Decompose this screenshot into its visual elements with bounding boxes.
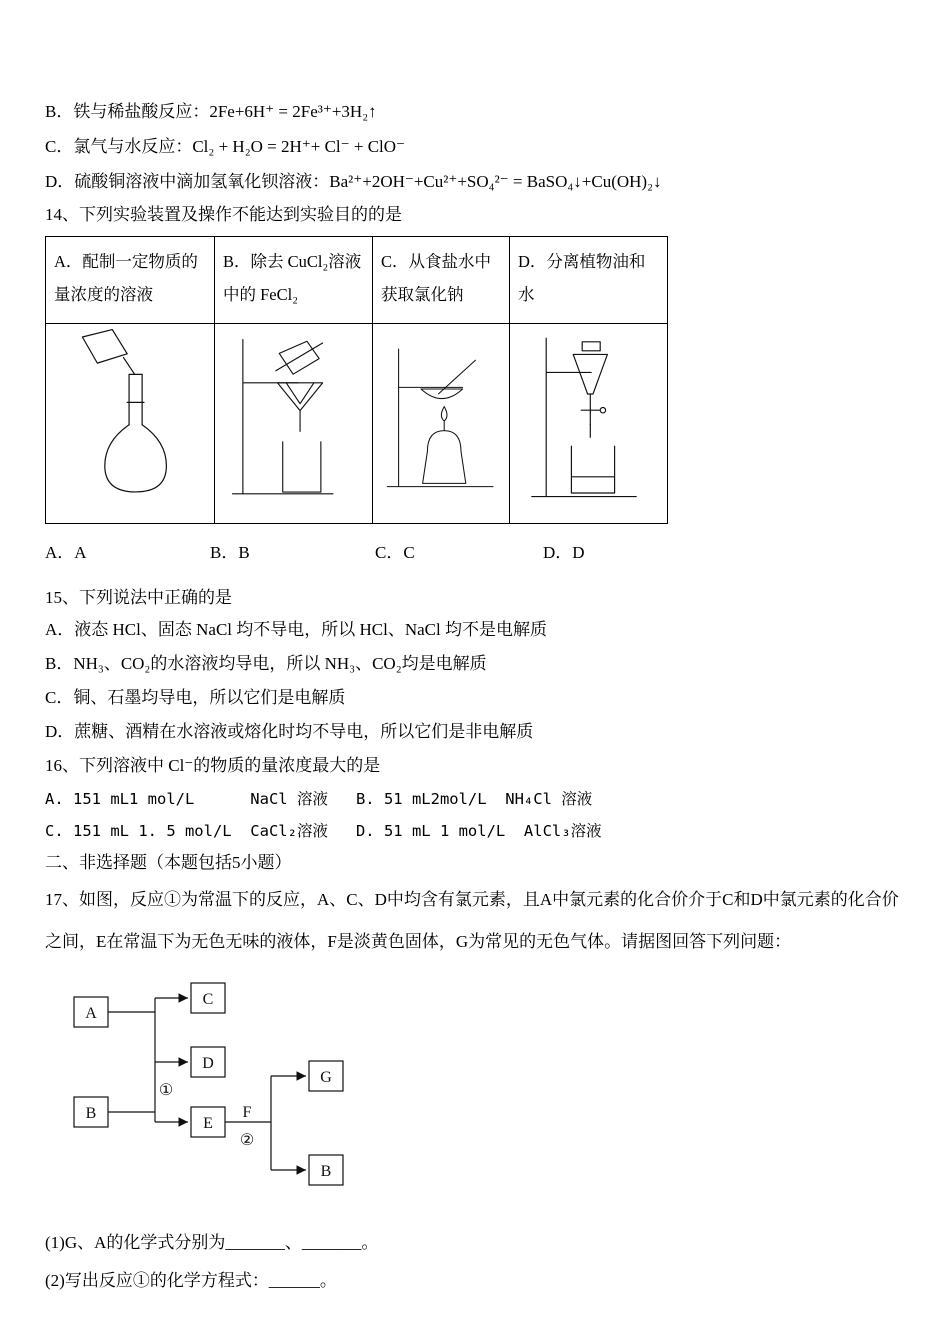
apparatus-figure-cell-c <box>373 324 510 524</box>
equation-option-b: B．铁与稀盐酸反应：2Fe+6H⁺ = 2Fe³⁺+3H₂↑ <box>45 102 377 121</box>
evaporation-figure <box>381 325 501 517</box>
separating-funnel-figure <box>521 325 656 517</box>
stopper <box>582 342 600 351</box>
filtration-figure <box>229 325 359 517</box>
volumetric-flask-figure <box>60 325 200 517</box>
apparatus-header-a: A．配制一定物质的量浓度的溶液 <box>46 237 215 324</box>
apparatus-figure-cell-b <box>215 324 373 524</box>
apparatus-figure-cell-a <box>46 324 215 524</box>
apparatus-header-d: D．分离植物油和水 <box>510 237 668 324</box>
q16-options-line-2: C. 151 mL 1. 5 mol/L CaCl₂溶液 D. 51 mL 1 mol/L AlCl₃溶液 <box>45 822 602 840</box>
iron-stand <box>387 349 493 487</box>
beaker <box>571 446 614 493</box>
q15-stem: 15、下列说法中正确的是 <box>45 588 232 607</box>
q15-option-d: D．蔗糖、酒精在水溶液或熔化时均不导电，所以它们是非电解质 <box>45 722 534 741</box>
q14-answer-row <box>45 538 905 568</box>
funnel-body <box>573 354 607 394</box>
q17-flow-diagram <box>59 977 389 1209</box>
q14-answer-a: A．A <box>45 543 87 562</box>
q15-option-a: A．液态 HCl、固态 NaCl 均不导电，所以 HCl、NaCl 均不是电解质 <box>45 620 547 639</box>
filter-paper <box>286 383 314 404</box>
q17-sub-question-1: (1)G、A的化学式分别为_______、_______。 <box>45 1233 379 1252</box>
apparatus-figure-cell-d <box>510 324 668 524</box>
q17-stem-line1: 17、如图，反应①为常温下的反应，A、C、D中均含有氯元素，且A中氯元素的化合价介于C和D中氯元素的化合价 <box>45 890 899 909</box>
flask-bulb <box>105 425 167 492</box>
q15-option-b: B．NH₃、CO₂的水溶液均导电，所以 NH₃、CO₂均是电解质 <box>45 654 487 673</box>
funnel <box>277 383 322 432</box>
flow-f-label: F <box>242 1104 252 1121</box>
apparatus-header-c: C．从食盐水中获取氯化钠 <box>373 237 510 324</box>
q14-answer-d: D．D <box>543 543 585 562</box>
flow-box-b-label: B <box>85 1105 97 1122</box>
q16-stem: 16、下列溶液中 Cl⁻的物质的量浓度最大的是 <box>45 756 381 775</box>
receiving-beaker <box>282 442 320 492</box>
liquid-stream <box>123 358 134 375</box>
glass-rod <box>275 343 322 371</box>
pouring-beaker <box>279 341 319 374</box>
flow-reaction2-label: ② <box>239 1132 255 1149</box>
alcohol-lamp <box>423 431 466 484</box>
flow-reaction1-label: ① <box>158 1082 174 1099</box>
q17-flow-diagram-wrap <box>59 977 905 1214</box>
iron-stand <box>532 338 636 496</box>
q17-sub-question-2: (2)写出反应①的化学方程式：______。 <box>45 1271 337 1290</box>
flow-box-b2-label: B <box>320 1163 332 1180</box>
stopcock <box>581 394 599 425</box>
q17-stem-line2: 之间，E在常温下为无色无味的液体，F是淡黄色固体，G为常见的无色气体。请据图回答下列问题： <box>45 932 792 951</box>
apparatus-header-row <box>46 237 668 324</box>
pouring-beaker <box>82 330 127 364</box>
q14-answer-c: C．C <box>375 543 415 562</box>
apparatus-header-b: B．除去 CuCl₂溶液中的 FeCl₂ <box>215 237 373 324</box>
flame <box>441 407 447 431</box>
q15-option-c: C．铜、石墨均导电，所以它们是电解质 <box>45 688 346 707</box>
equation-option-c: C．氯气与水反应：Cl₂ + H₂O = 2H⁺+ Cl⁻ + ClO⁻ <box>45 137 406 156</box>
equation-option-d: D．硫酸铜溶液中滴加氢氧化钡溶液：Ba²⁺+2OH⁻+Cu²⁺+SO₄²⁻ = BaSO₄↓+Cu(OH)₂↓ <box>45 172 662 191</box>
flask-neck <box>127 374 144 424</box>
flow-box-g-label: G <box>320 1069 332 1086</box>
q14-apparatus-table <box>45 236 668 524</box>
q14-answer-b: B．B <box>210 543 250 562</box>
apparatus-figure-row <box>46 324 668 524</box>
flow-box-d-label: D <box>202 1055 214 1072</box>
q14-stem: 14、下列实验装置及操作不能达到实验目的的是 <box>45 205 402 224</box>
stopcock-handle <box>600 408 605 413</box>
section2-title: 二、非选择题（本题包括5小题） <box>45 853 292 872</box>
flow-box-e-label: E <box>203 1115 213 1132</box>
flow-box-a-label: A <box>85 1005 97 1022</box>
q16-options-line-1: A. 151 mL1 mol/L NaCl 溶液 B. 51 mL2mol/L NH₄Cl 溶液 <box>45 790 593 808</box>
flow-box-c-label: C <box>202 991 214 1008</box>
